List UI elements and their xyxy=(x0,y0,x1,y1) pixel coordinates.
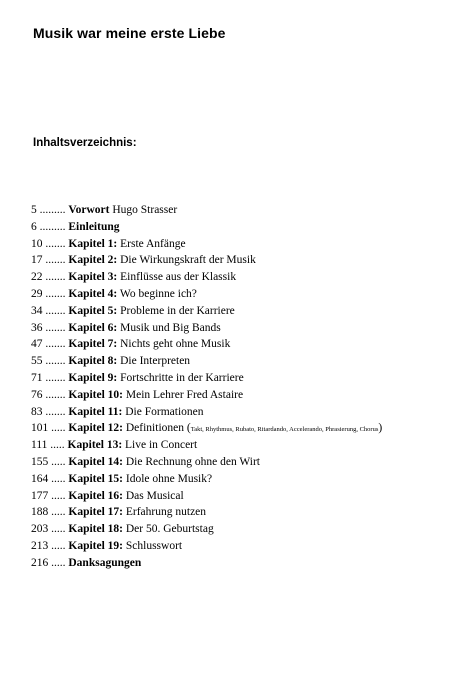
toc-entry xyxy=(31,237,382,254)
toc-entry xyxy=(31,438,382,455)
toc-page-number: 111 xyxy=(31,439,48,452)
toc-chapter-label: Kapitel 9: xyxy=(68,371,118,384)
toc-chapter-label: Danksagungen xyxy=(68,556,142,569)
toc-page-number: 164 xyxy=(31,472,49,485)
toc-entry xyxy=(31,304,382,321)
toc-leader-dots: ....... xyxy=(42,338,69,351)
toc-entry xyxy=(31,539,382,556)
toc-page-number: 216 xyxy=(31,556,49,569)
page-title: Musik war meine erste Liebe xyxy=(33,25,226,41)
toc-page-number: 34 xyxy=(31,304,43,317)
toc-page-number: 17 xyxy=(31,254,43,267)
toc-chapter-label: Kapitel 16: xyxy=(68,489,123,502)
toc-page-number: 76 xyxy=(31,388,43,401)
toc-leader-dots: ..... xyxy=(47,439,68,452)
toc-leader-dots: ....... xyxy=(42,405,69,418)
toc-chapter-label: Kapitel 13: xyxy=(67,439,123,452)
toc-entry xyxy=(31,522,382,539)
table-of-contents xyxy=(31,203,382,573)
toc-chapter-label: Kapitel 1: xyxy=(68,237,118,250)
toc-page-number: 177 xyxy=(31,489,49,502)
toc-leader-dots: ....... xyxy=(42,271,69,284)
toc-entry xyxy=(31,270,382,287)
toc-page-number: 101 xyxy=(31,422,49,435)
toc-page-number: 213 xyxy=(31,539,49,552)
toc-entry xyxy=(31,253,382,270)
toc-chapter-label: Kapitel 11: xyxy=(68,405,123,418)
toc-entry xyxy=(31,287,382,304)
toc-chapter-title: Schlusswort xyxy=(123,539,183,552)
toc-leader-dots: ....... xyxy=(42,304,69,317)
toc-entry xyxy=(31,388,382,405)
toc-chapter-title: Erfahrung nutzen xyxy=(123,506,207,519)
toc-chapter-label: Kapitel 18: xyxy=(68,523,123,536)
toc-chapter-title: Nichts geht ohne Musik xyxy=(117,338,231,351)
toc-leader-dots: ..... xyxy=(48,523,69,536)
toc-page-number: 188 xyxy=(31,506,49,519)
toc-entry xyxy=(31,321,382,338)
toc-page-number: 6 xyxy=(31,220,37,233)
toc-entry xyxy=(31,371,382,388)
toc-chapter-title: Hugo Strasser xyxy=(109,204,178,216)
toc-chapter-label: Kapitel 2: xyxy=(68,254,118,267)
toc-leader-dots: ....... xyxy=(42,287,69,300)
toc-page-number: 22 xyxy=(31,271,43,284)
toc-chapter-title: Probleme in der Karriere xyxy=(117,304,235,317)
toc-leader-dots: ..... xyxy=(48,489,69,502)
toc-chapter-label: Kapitel 14: xyxy=(68,455,123,468)
toc-page-number: 155 xyxy=(31,455,49,468)
toc-entry xyxy=(31,556,382,573)
toc-page-number: 55 xyxy=(31,355,43,368)
toc-leader-dots: ....... xyxy=(42,237,69,250)
toc-page-number: 203 xyxy=(31,523,49,536)
toc-chapter-title: Mein Lehrer Fred Astaire xyxy=(123,388,244,401)
toc-chapter-label: Einleitung xyxy=(68,220,120,233)
toc-chapter-title: Idole ohne Musik? xyxy=(123,472,213,485)
toc-chapter-title: Definitionen ( xyxy=(123,422,191,435)
toc-chapter-label: Kapitel 7: xyxy=(68,338,118,351)
toc-chapter-note: Takt, Rhythmus, Rubato, Ritardando, Accelerando, Phrasierung, Chorus xyxy=(190,426,379,434)
toc-chapter-label: Kapitel 6: xyxy=(68,321,118,334)
toc-entry xyxy=(31,220,382,237)
toc-chapter-title: Musik und Big Bands xyxy=(117,321,221,334)
toc-chapter-title: Fortschritte in der Karriere xyxy=(117,371,244,384)
toc-leader-dots: ....... xyxy=(42,388,69,401)
toc-chapter-title: Die Interpreten xyxy=(117,355,191,368)
toc-leader-dots: ..... xyxy=(48,556,69,569)
toc-chapter-title-end: ) xyxy=(378,422,383,435)
toc-leader-dots: ......... xyxy=(36,220,69,233)
toc-chapter-label: Kapitel 15: xyxy=(68,472,123,485)
toc-entry xyxy=(31,472,382,489)
toc-leader-dots: ....... xyxy=(42,321,69,334)
toc-leader-dots: ....... xyxy=(42,355,69,368)
toc-chapter-label: Kapitel 8: xyxy=(68,355,118,368)
toc-page-number: 5 xyxy=(31,204,37,216)
toc-chapter-title: Einflüsse aus der Klassik xyxy=(117,271,237,284)
toc-chapter-title: Die Wirkungskraft der Musik xyxy=(117,254,256,267)
toc-chapter-label: Vorwort xyxy=(68,204,110,216)
toc-page-number: 29 xyxy=(31,287,43,300)
toc-leader-dots: ....... xyxy=(42,254,69,267)
toc-chapter-label: Kapitel 5: xyxy=(68,304,118,317)
toc-entry xyxy=(31,455,382,472)
toc-leader-dots: ..... xyxy=(48,539,69,552)
toc-chapter-title: Der 50. Geburtstag xyxy=(123,523,214,536)
toc-chapter-title: Das Musical xyxy=(123,489,184,502)
toc-chapter-title: Die Rechnung ohne den Wirt xyxy=(123,455,260,468)
toc-entry xyxy=(31,421,382,438)
toc-entry xyxy=(31,405,382,422)
toc-leader-dots: ....... xyxy=(42,371,69,384)
toc-leader-dots: ......... xyxy=(36,204,69,216)
toc-entry xyxy=(31,489,382,506)
toc-entry xyxy=(31,505,382,522)
toc-heading: Inhaltsverzeichnis: xyxy=(33,137,137,149)
toc-chapter-title: Wo beginne ich? xyxy=(117,287,197,300)
toc-leader-dots: ..... xyxy=(48,472,69,485)
toc-page-number: 83 xyxy=(31,405,43,418)
toc-chapter-label: Kapitel 19: xyxy=(68,539,123,552)
toc-leader-dots: ..... xyxy=(48,506,69,519)
toc-chapter-title: Live in Concert xyxy=(122,439,198,452)
toc-chapter-label: Kapitel 12: xyxy=(68,422,123,435)
toc-chapter-label: Kapitel 17: xyxy=(68,506,123,519)
toc-page-number: 71 xyxy=(31,371,43,384)
toc-chapter-title: Erste Anfänge xyxy=(117,237,186,250)
toc-page-number: 47 xyxy=(31,338,43,351)
toc-chapter-label: Kapitel 10: xyxy=(68,388,123,401)
toc-leader-dots: ..... xyxy=(48,455,69,468)
toc-page-number: 36 xyxy=(31,321,43,334)
toc-chapter-label: Kapitel 4: xyxy=(68,287,118,300)
toc-entry xyxy=(31,354,382,371)
toc-chapter-label: Kapitel 3: xyxy=(68,271,118,284)
toc-entry xyxy=(31,203,382,220)
toc-leader-dots: ..... xyxy=(48,422,69,435)
toc-chapter-title: Die Formationen xyxy=(122,405,204,418)
toc-entry xyxy=(31,337,382,354)
toc-page-number: 10 xyxy=(31,237,43,250)
